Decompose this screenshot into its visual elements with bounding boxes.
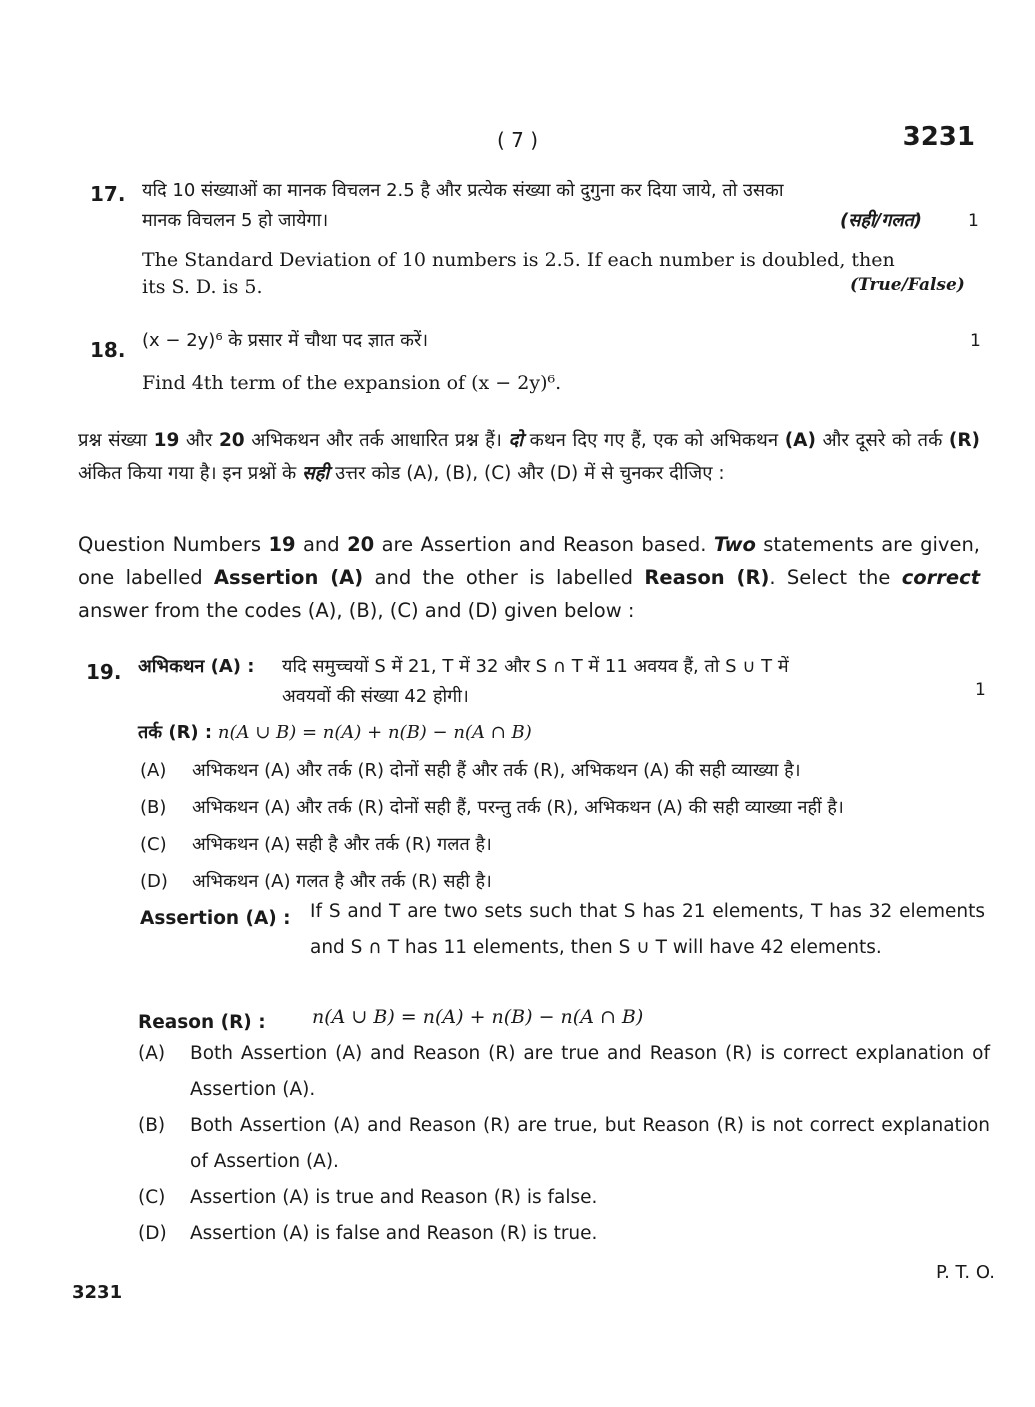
q19-hindi-option-d: (D) अभिकथन (A) गलत है और तर्क (R) सही है।: [140, 871, 492, 892]
q17-hindi-line1: यदि 10 संख्याओं का मानक विचलन 2.5 है और प्रत्येक संख्या को दुगुना कर दिया जाये, तो उसका: [142, 180, 784, 201]
q19-hindi-options: [140, 752, 990, 900]
q18-english-text: Find 4th term of the expansion of (x − 2y)⁶.: [142, 372, 562, 394]
q17-english-line2: its S. D. is 5.: [142, 276, 263, 298]
q19-english-reason-label: Reason (R) :: [138, 1012, 266, 1033]
q19-hindi-reason-formula: n(A ∪ B) = n(A) + n(B) − n(A ∩ B): [217, 722, 532, 743]
q17-number: 17.: [90, 182, 126, 206]
q17-english-true-false: (True/False): [850, 275, 965, 295]
instructions-hindi: प्रश्न संख्या 19 और 20 अभिकथन और तर्क आधारित प्रश्न हैं। दो कथन दिए गए हैं, एक को अभिकथन (A) और दूसरे को तर्क (R) अंकित किया गया है। इन प्रश्नों के सही उत्तर कोड (A), (B), (C) और (D) में से चुनकर दीजिए :: [78, 430, 981, 484]
q19-english-reason-formula: n(A ∪ B) = n(A) + n(B) − n(A ∩ B): [312, 1006, 644, 1028]
q19-hindi-assertion-label: अभिकथन (A) :: [138, 656, 255, 677]
q19-english-option-d: (D) Assertion (A) is false and Reason (R) is true.: [138, 1223, 598, 1244]
q19-english-options: [138, 1036, 990, 1252]
q17-hindi-true-false: (सही/गलत): [840, 210, 923, 231]
footer-paper-code: 3231: [72, 1282, 123, 1303]
paper-code: 3231: [902, 122, 975, 152]
q19-hindi-reason: [138, 718, 532, 748]
page-turn-over: P. T. O.: [936, 1262, 995, 1283]
q19-hindi-reason-label: तर्क (R) :: [138, 722, 213, 743]
q19-marks: 1: [975, 680, 986, 700]
page-number: ( 7 ): [496, 128, 539, 152]
q19-english-assertion-label: Assertion (A) :: [140, 908, 291, 929]
q17-marks: 1: [968, 211, 979, 231]
q18-hindi-text: (x − 2y)⁶ के प्रसार में चौथा पद ज्ञात करें।: [142, 330, 429, 351]
q19-hindi-option-b: (B) अभिकथन (A) और तर्क (R) दोनों सही हैं, परन्तु तर्क (R), अभिकथन (A) की सही व्याख्या नहीं है।: [140, 797, 844, 818]
instructions-english: Question Numbers 19 and 20 are Assertion and Reason based. Two statements are given, one labelled Assertion (A) and the other is labelled Reason (R). Select the correct answer from the codes (A), (B), (C) and (D) given below :: [78, 533, 981, 622]
q17-hindi-line2: मानक विचलन 5 हो जायेगा।: [142, 210, 329, 231]
q19-number: 19.: [86, 660, 122, 684]
q19-hindi-option-a: (A) अभिकथन (A) और तर्क (R) दोनों सही हैं और तर्क (R), अभिकथन (A) की सही व्याख्या है।: [140, 760, 801, 781]
q19-english-assertion-text: If S and T are two sets such that S has 21 elements, T has 32 elements and S ∩ T has 11 elements, then S ∪ T will have 42 elements.: [310, 901, 985, 958]
q19-english-option-a: (A) Both Assertion (A) and Reason (R) are true and Reason (R) is correct explanation of Assertion (A).: [138, 1043, 990, 1100]
q19-hindi-assertion-line1: यदि समुच्चयों S में 21, T में 32 और S ∩ T में 11 अवयव हैं, तो S ∪ T में: [282, 656, 789, 677]
q19-hindi-assertion-line2: अवयवों की संख्या 42 होगी।: [282, 686, 469, 707]
q18-marks: 1: [970, 331, 981, 351]
q19-hindi-option-c: (C) अभिकथन (A) सही है और तर्क (R) गलत है।: [140, 834, 492, 855]
q19-english-option-c: (C) Assertion (A) is true and Reason (R) is false.: [138, 1187, 598, 1208]
q17-english-line1: The Standard Deviation of 10 numbers is 2.5. If each number is doubled, then: [142, 249, 895, 271]
q18-number: 18.: [90, 338, 126, 362]
q19-english-option-b: (B) Both Assertion (A) and Reason (R) are true, but Reason (R) is not correct explanation of Assertion (A).: [138, 1115, 990, 1172]
